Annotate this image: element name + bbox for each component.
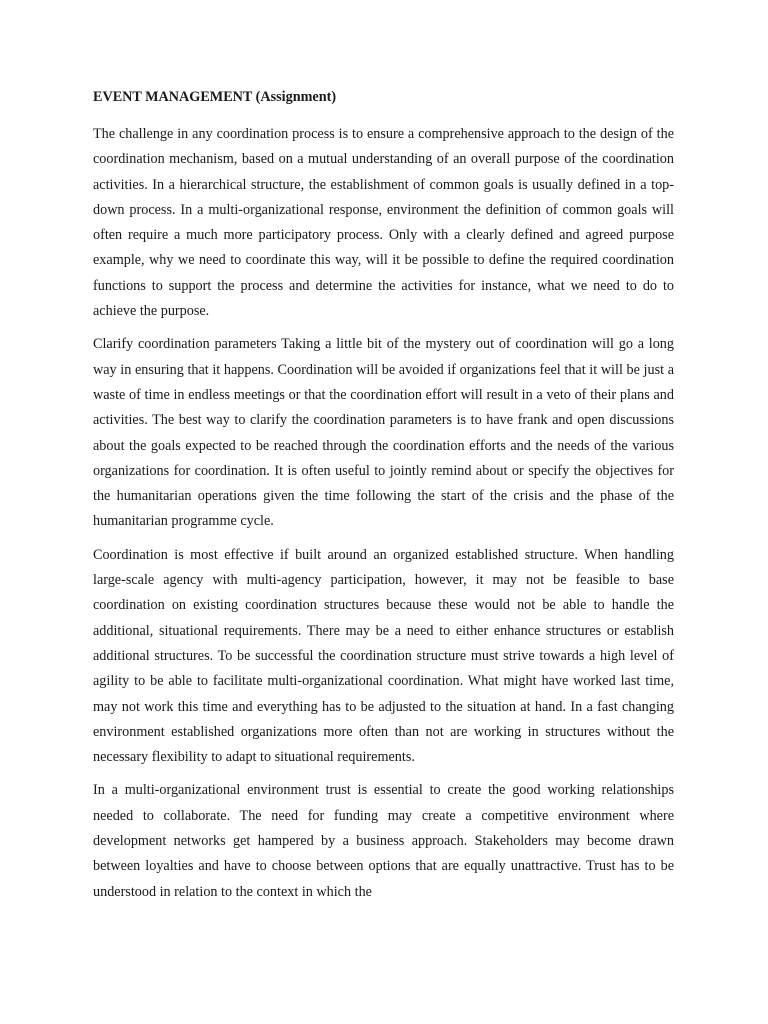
paragraph-2: Clarify coordination parameters Taking a little bit of the mystery out of coordination will go a long way in ensuring that it happens. Coordination will be avoided if organizations feel that it will be just a waste of time in endless meetings or that the coordination effort will result in a veto of their plans and activities. The best way to clarify the coordination parameters is to have frank and open discussions about the goals expected to be reached through the coordination efforts and the needs of the various organizations for coordination. It is often useful to jointly remind about or specify the objectives for the humanitarian operations given the time following the start of the crisis and the phase of the humanitarian programme cycle. (93, 336, 674, 530)
paragraph-1: The challenge in any coordination process is to ensure a comprehensive approach to the design of the coordination mechanism, based on a mutual understanding of an overall purpose of the coordination activities. In a hierarchical structure, the establishment of common goals is usually defined in a top-down process. In a multi-organizational response, environment the definition of common goals will often require a much more participatory process. Only with a clearly defined and agreed purpose example, why we need to coordinate this way, will it be possible to define the required coordination functions to support the process and determine the activities for instance, what we need to do to achieve the purpose. (93, 126, 674, 320)
document-page (93, 86, 674, 913)
paragraph-4: In a multi-organizational environment trust is essential to create the good working relationships needed to collaborate. The need for funding may create a competitive environment where development networks get hampered by a business approach. Stakeholders may become drawn between loyalties and have to choose between options that are equally unattractive. Trust has to be understood in relation to the context in which the (93, 782, 674, 900)
document-title: EVENT MANAGEMENT (Assignment) (93, 89, 337, 105)
paragraph-3: Coordination is most effective if built around an organized established structure. When handling large-scale agency with multi-agency participation, however, it may not be feasible to base coordination on existing coordination structures because these would not be able to handle the additional, situational requirements. There may be a need to either enhance structures or establish additional structures. To be successful the coordination structure must strive towards a high level of agility to be able to facilitate multi-organizational coordination. What might have worked last time, may not work this time and everything has to be adjusted to the situation at hand. In a fast changing environment established organizations more often than not are working in structures without the necessary flexibility to adapt to situational requirements. (93, 546, 674, 766)
